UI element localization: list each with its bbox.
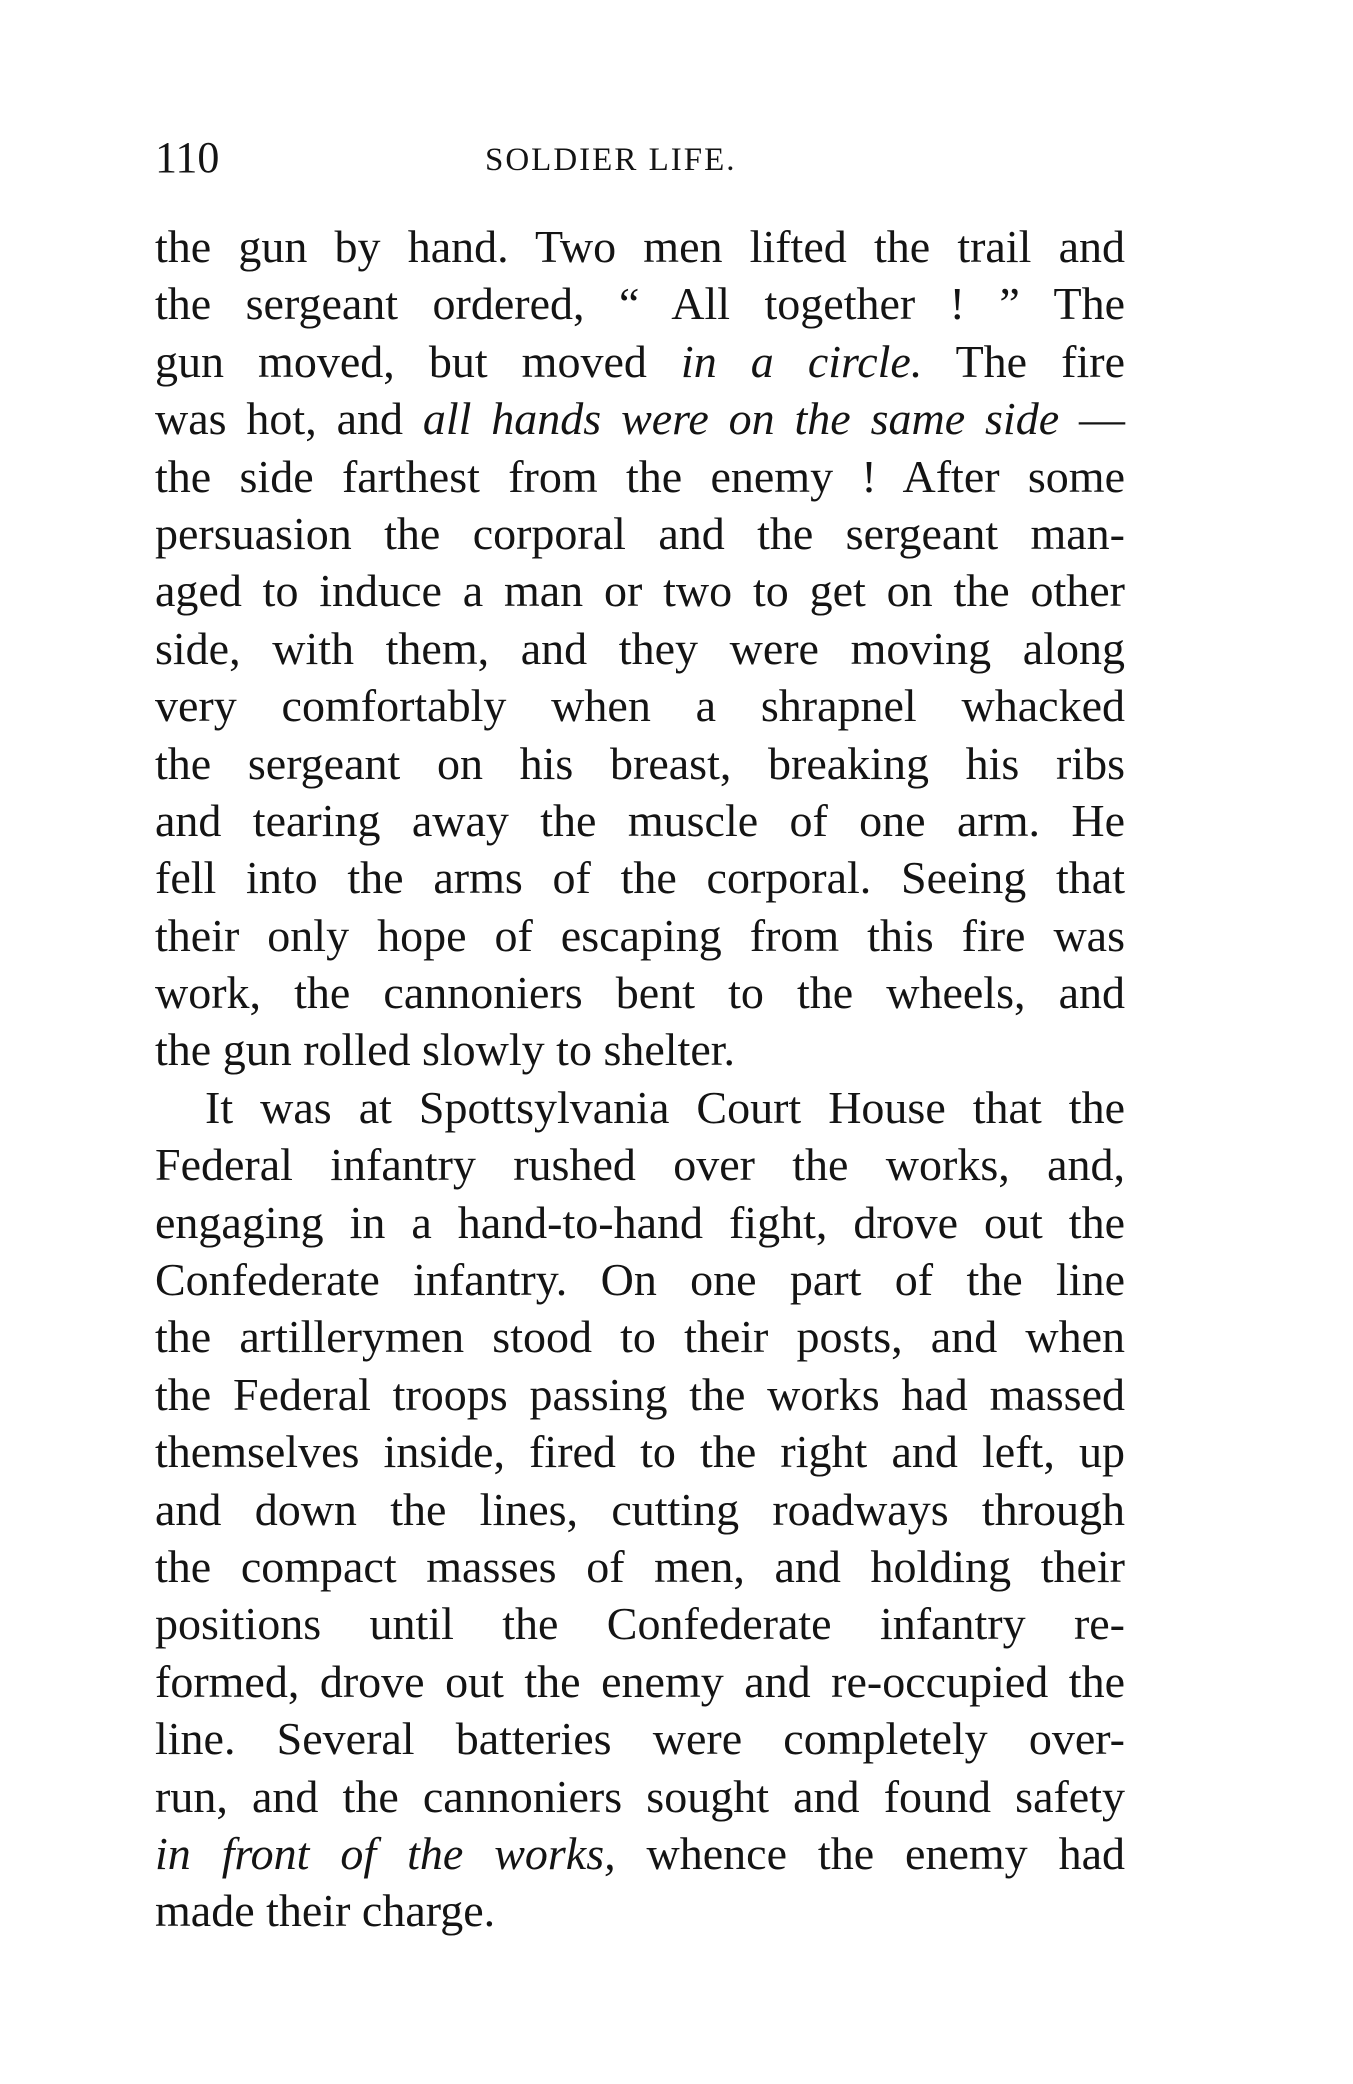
text-line: the gun rolled slowly to shelter. [155,1024,736,1076]
text-line: formed, drove out the enemy and re-occupied the [155,1655,1125,1707]
italic-run: in front of the works, [155,1827,616,1879]
text-line: the gun by hand. Two men lifted the trail and [155,221,1125,272]
text-line: the sergeant on his breast, breaking his ribs [155,737,1125,789]
text-line: and down the lines, cutting roadways through [155,1483,1125,1535]
text-line: and tearing away the muscle of one arm. He [155,794,1125,846]
running-head [155,128,1125,188]
text-line: themselves inside, fired to the right and left, up [155,1426,1125,1478]
text-line: positions until the Confederate infantry re- [155,1598,1125,1650]
text-run: — [1059,393,1125,445]
text-line: made their charge. [155,1885,496,1937]
text-line: run, and the cannoniers sought and found safety [155,1770,1125,1822]
text-line: the side farthest from the enemy ! After some [155,450,1125,502]
text-line [155,333,1125,390]
text-line: line. Several batteries were completely over- [155,1713,1125,1765]
text-run: The fire [922,335,1125,387]
text-line: side, with them, and they were moving along [155,622,1125,674]
body-text [155,218,1125,1940]
text-line: their only hope of escaping from this fire was [155,909,1125,961]
text-line: Federal infantry rushed over the works, and, [155,1139,1125,1191]
text-line: very comfortably when a shrapnel whacked [155,680,1125,732]
text-line: persuasion the corporal and the sergeant man- [155,507,1125,559]
text-line: the sergeant ordered, “ All together ! ” The [155,278,1125,330]
text-line: the artillerymen stood to their posts, and when [155,1311,1125,1363]
page-number: 110 [155,133,220,182]
italic-run: all hands were on the same side [422,393,1060,445]
text-line: fell into the arms of the corporal. Seeing that [155,852,1125,904]
text-run: gun moved, but moved [155,335,681,387]
text-line: engaging in a hand-to-hand fight, drove out the [155,1196,1125,1248]
text-line [155,390,1125,447]
text-line: the Federal troops passing the works had massed [155,1368,1125,1420]
italic-run: in a circle. [680,335,923,387]
text-line: work, the cannoniers bent to the wheels, and [155,967,1125,1019]
text-run: was hot, and [155,393,423,445]
text-line [155,1825,1125,1882]
text-line: It was at Spottsylvania Court House that the [205,1081,1125,1133]
text-line: Confederate infantry. On one part of the line [155,1254,1125,1306]
text-line: the compact masses of men, and holding their [155,1540,1125,1592]
text-line: aged to induce a man or two to get on the other [155,565,1125,617]
running-title: SOLDIER LIFE. [485,142,737,178]
text-run: whence the enemy had [615,1827,1125,1879]
